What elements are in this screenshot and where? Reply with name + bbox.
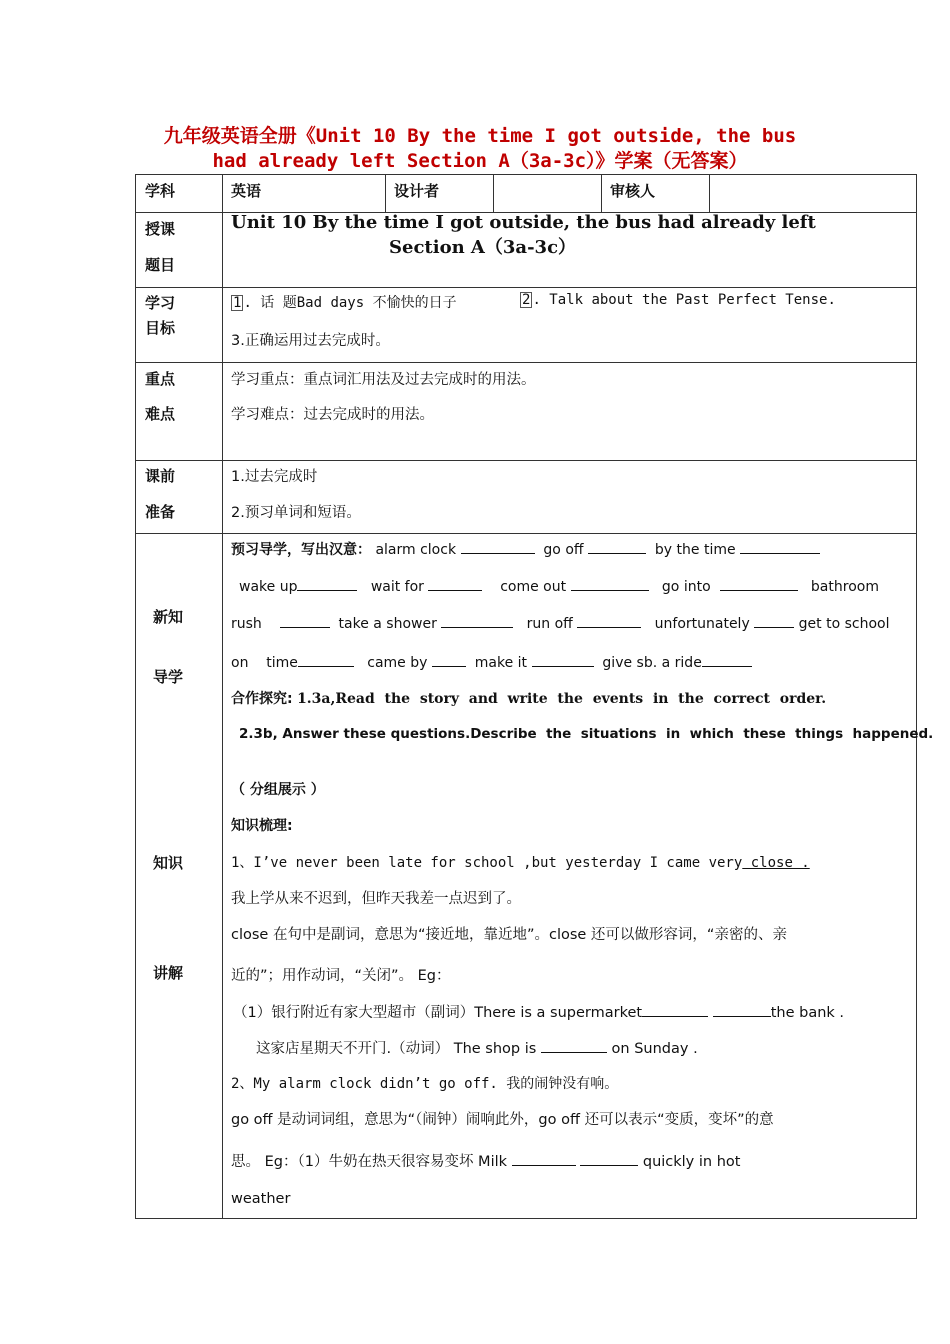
answer-blank[interactable]	[754, 613, 794, 628]
title-line-2: had already left Section A（3a-3c）》学案（无答案）	[212, 150, 748, 172]
goal-item-1	[231, 292, 457, 312]
answer-blank[interactable]	[512, 1151, 576, 1166]
keypoint-line-1: 学习重点：重点词汇用法及过去完成时的用法。	[231, 372, 536, 388]
example-2-end: on Sunday .	[611, 1041, 698, 1057]
column-divider	[601, 175, 602, 212]
gooff-example-end: quickly in hot	[642, 1154, 741, 1170]
goals-label-1: 学习	[145, 294, 176, 312]
newknow-label-2: 导学	[153, 668, 184, 686]
row-divider	[136, 533, 916, 534]
phrase-come-out: come out	[500, 579, 567, 595]
knowledge-item-2: 2、My alarm clock didn’t go off. 我的闹钟没有响。	[231, 1076, 619, 1092]
prep-label-1: 课前	[145, 467, 176, 485]
topic-line-2: Section A（3a-3c）	[389, 237, 577, 258]
answer-blank[interactable]	[720, 576, 798, 591]
gooff-note-2	[231, 1150, 740, 1171]
coop-row-1	[231, 688, 826, 708]
lesson-table	[135, 174, 934, 1219]
knowledge-label-2: 讲解	[153, 964, 184, 982]
gooff-example-text: 思。 Eg：（1）牛奶在热天很容易变坏 Milk	[231, 1154, 508, 1170]
goal-text-1: . 话 题Bad days 不愉快的日子	[243, 295, 457, 311]
gooff-note-3: weather	[231, 1191, 291, 1207]
answer-blank[interactable]	[580, 1151, 638, 1166]
knowledge-label-1: 知识	[153, 854, 184, 872]
preview-heading: 预习导学，写出汉意：	[231, 542, 371, 558]
phrase-take-a-shower: take a shower	[338, 616, 437, 632]
topic-line-1: Unit 10 By the time I got outside, the bus had already left	[231, 212, 816, 233]
example-2-text: 这家店星期天不开门.（动词） The shop is	[256, 1041, 537, 1057]
title-line-1: 九年级英语全册《Unit 10 By the time I got outside, the bus	[163, 125, 797, 147]
answer-blank[interactable]	[298, 652, 354, 667]
phrase-go-off: go off	[543, 542, 584, 558]
answer-blank[interactable]	[432, 652, 466, 667]
goals-label-2: 目标	[145, 319, 176, 337]
reviewer-label: 审核人	[610, 182, 656, 200]
column-divider	[493, 175, 494, 212]
subject-label: 学科	[145, 182, 176, 200]
answer-blank[interactable]	[461, 539, 535, 554]
subject-value: 英语	[231, 182, 262, 200]
phrase-go-into: go into	[661, 579, 711, 595]
coop-label: 合作探究:	[231, 691, 293, 707]
item1-translation: 我上学从来不迟到，但昨天我差一点迟到了。	[231, 891, 521, 907]
group-show: （ 分组展示 ）	[231, 782, 325, 798]
answer-blank[interactable]	[428, 576, 482, 591]
answer-blank[interactable]	[588, 539, 646, 554]
column-divider	[222, 175, 223, 1218]
column-divider	[385, 175, 386, 212]
example-2	[256, 1037, 698, 1058]
close-note-2: 近的”；用作动词，“关闭”。 Eg：	[231, 968, 451, 984]
answer-blank[interactable]	[642, 1002, 708, 1017]
goal-item-3: 3.正确运用过去完成时。	[231, 333, 390, 349]
example-1	[233, 1001, 844, 1022]
newknow-label-1: 新知	[153, 608, 184, 626]
close-note-1: close 在句中是副词，意思为“接近地，靠近地”。close 还可以做形容词，“亲密的、亲	[231, 927, 787, 943]
phrase-came-by: came by	[367, 655, 428, 671]
designer-label: 设计者	[394, 182, 440, 200]
topic-label-2: 题目	[145, 256, 176, 274]
vocab-row-4	[231, 652, 752, 671]
example-1-end: the bank .	[770, 1005, 845, 1021]
phrase-on: on	[231, 655, 249, 671]
answer-blank[interactable]	[740, 539, 820, 554]
review-label: 知识梳理:	[231, 818, 293, 834]
phrase-give-ride: give sb. a ride	[602, 655, 702, 671]
goal-text-2: . Talk about the Past Perfect Tense.	[532, 292, 836, 308]
answer-blank[interactable]	[713, 1002, 771, 1017]
coop-item-1: 1.3a,Read the story and write the events in the correct order.	[297, 691, 827, 707]
phrase-wait-for: wait for	[370, 579, 424, 595]
answer-blank[interactable]	[577, 613, 641, 628]
item1-keyword: close .	[742, 855, 810, 871]
answer-blank[interactable]	[571, 576, 649, 591]
goal-number-1: 1	[233, 295, 242, 311]
row-divider	[136, 362, 916, 363]
row-divider	[136, 287, 916, 288]
goal-number-2: 2	[522, 292, 531, 308]
answer-blank[interactable]	[280, 613, 330, 628]
keypoints-label-2: 难点	[145, 405, 176, 423]
answer-blank[interactable]	[541, 1038, 607, 1053]
document-title	[120, 124, 840, 174]
phrase-run-off: run off	[526, 616, 573, 632]
vocab-row-1	[231, 539, 820, 559]
phrase-rush: rush	[231, 616, 262, 632]
answer-blank[interactable]	[297, 576, 357, 591]
vocab-row-3	[231, 613, 889, 632]
phrase-bathroom: bathroom	[810, 579, 879, 595]
answer-blank[interactable]	[441, 613, 513, 628]
phrase-time: time	[266, 655, 298, 671]
phrase-by-the-time: by the time	[654, 542, 736, 558]
phrase-unfortunately: unfortunately	[654, 616, 750, 632]
example-1-text: （1）银行附近有家大型超市（副词）There is a supermarket	[233, 1005, 643, 1021]
answer-blank[interactable]	[532, 652, 594, 667]
column-divider	[709, 175, 710, 212]
phrase-get-to-school: get to school	[798, 616, 890, 632]
item1-sentence: 1、I’ve never been late for school ,but yesterday I came very	[231, 855, 743, 871]
topic-label-1: 授课	[145, 220, 176, 238]
phrase-alarm-clock: alarm clock	[375, 542, 457, 558]
vocab-row-2	[239, 576, 879, 595]
prep-label-2: 准备	[145, 503, 176, 521]
coop-item-2: 2.3b, Answer these questions.Describe the situations in which these things happened.	[239, 726, 934, 742]
answer-blank[interactable]	[702, 652, 752, 667]
keypoint-line-2: 学习难点：过去完成时的用法。	[231, 407, 434, 423]
phrase-make-it: make it	[474, 655, 528, 671]
knowledge-item-1	[231, 852, 810, 872]
gooff-note-1: go off 是动词词组，意思为“（闹钟）闹响此外，go off 还可以表示“变质，变坏”的意	[231, 1112, 774, 1128]
prep-line-2: 2.预习单词和短语。	[231, 505, 361, 521]
keypoints-label-1: 重点	[145, 370, 176, 388]
goal-item-2	[520, 292, 836, 308]
row-divider	[136, 460, 916, 461]
phrase-wake-up: wake up	[239, 579, 298, 595]
prep-line-1: 1.过去完成时	[231, 469, 318, 485]
